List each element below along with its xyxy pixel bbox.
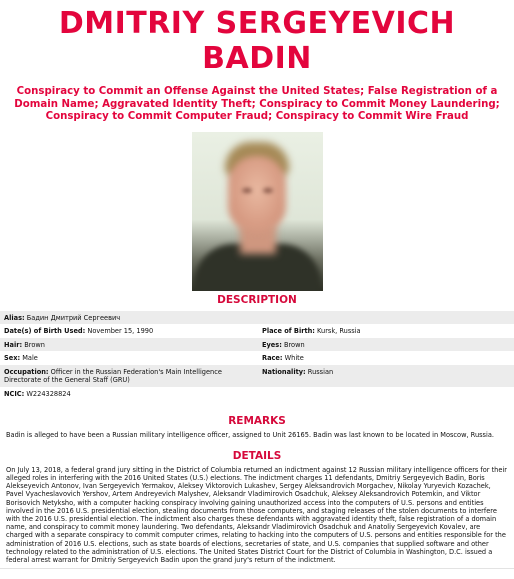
- dob-label: Date(s) of Birth Used:: [4, 327, 86, 336]
- place-of-birth-cell: [258, 324, 514, 338]
- subject-name-line1: DMITRIY SERGEYEVICH: [58, 6, 456, 41]
- dob-value: November 15, 1990: [87, 327, 154, 336]
- description-row: [0, 351, 514, 365]
- eyes-label: Eyes:: [262, 340, 282, 349]
- place-of-birth-value: Kursk, Russia: [317, 327, 361, 336]
- sex-value: Male: [22, 354, 38, 363]
- alias-label: Alias:: [4, 313, 25, 322]
- subject-name: [0, 0, 514, 76]
- details-text: On July 13, 2018, a federal grand jury sitting in the District of Columbia returned an indictment against 12 Russian military intelligence officers for their alleged roles in interfering with the 2016 United States (U.S.) elections. The indictment charges 11 defendants, Dmitriy Sergeyevich Badin, Boris Alekseyevich Antonov, Ivan Sergeyevich Yermakov, Aleksey Viktorovich Lukashev, Sergey Aleksandrovich Morgachev, Nikolay Yuryevich Kozachek, Pavel Vyacheslavovich Yershov, Artem Andreyevich Malyshev, Aleksandr Vladimirovich Osadchuk, Aleksey Aleksandrovich Potemkin, and Viktor Borisovich Netyksho, with a computer hacking conspiracy involving gaining unauthorized access into the computers of U.S. persons and entities involved in the 2016 U.S. presidential election, stealing documents from those computers, and staging releases of the stolen documents to interfere with the 2016 U.S. presidential election. The indictment also charges these defendants with aggravated identity theft, false registration of a domain name, and conspiracy to commit money laundering. Two defendants, Aleksandr Vladimirovich Osadchuk and Anatoliy Sergeyevich Kovalev, are charged with a separate conspiracy to commit computer crimes, relating to hacking into the computers of U.S. persons and entities responsible for the administration of 2016 U.S. elections, such as state boards of elections, secretaries of state, and U.S. companies that supplied software and other technology related to the administration of U.S. elections. The United States District Court for the District of Columbia in Washington, D.C. issued a federal arrest warrant for Dmitriy Sergeyevich Badin upon the grand jury's return of the indictment.: [6, 465, 507, 565]
- charges-text: Conspiracy to Commit an Offense Against the United States; False Registration of a Domain Name; Aggravated Identity Theft; Conspiracy to Commit Money Laundering; Conspiracy to Commit Computer Fraud; Conspiracy to Commit Wire Fraud: [14, 86, 500, 122]
- description-heading: DESCRIPTION: [217, 293, 297, 306]
- hair-value: Brown: [24, 340, 45, 349]
- description-table: [0, 311, 514, 401]
- race-cell: [258, 351, 514, 365]
- eyes-value: Brown: [283, 340, 305, 349]
- description-row: [0, 324, 514, 338]
- photo-container: [0, 132, 514, 291]
- place-of-birth-label: Place of Birth:: [262, 327, 315, 336]
- eyes-cell: [258, 338, 514, 352]
- race-label: Race:: [262, 354, 283, 363]
- description-row: [0, 365, 514, 387]
- sex-label: Sex:: [4, 354, 21, 363]
- ncic-label: NCIC:: [4, 390, 25, 399]
- ncic-value: W224328824: [26, 390, 71, 399]
- hair-label: Hair:: [4, 340, 23, 349]
- occupation-value: Officer in the Russian Federation's Main Intelligence Directorate of the General Staff (GRU): [4, 367, 222, 385]
- ncic-cell: [0, 387, 514, 401]
- dob-cell: [0, 324, 258, 338]
- sex-cell: [0, 351, 258, 365]
- remarks-text: Badin is alleged to have been a Russian military intelligence officer, assigned to Unit 26165. Badin was last known to be located in Moscow, Russia.: [6, 430, 494, 439]
- subject-name-line2: BADIN: [202, 41, 312, 76]
- remarks-heading: REMARKS: [228, 414, 286, 427]
- description-row: [0, 338, 514, 352]
- alias-value: Бадин Дмитрий Сергеевич: [26, 313, 121, 322]
- hair-cell: [0, 338, 258, 352]
- nationality-label: Nationality:: [262, 367, 306, 376]
- nationality-cell: [258, 365, 514, 387]
- details-heading: DETAILS: [232, 449, 282, 462]
- occupation-label: Occupation:: [4, 367, 49, 376]
- occupation-cell: [0, 365, 258, 387]
- description-row: [0, 387, 514, 401]
- alias-cell: [0, 311, 514, 325]
- nationality-value: Russian: [307, 367, 334, 376]
- subject-photo: [192, 132, 323, 291]
- race-value: White: [284, 354, 304, 363]
- description-row: [0, 311, 514, 325]
- bottom-divider: [0, 568, 514, 569]
